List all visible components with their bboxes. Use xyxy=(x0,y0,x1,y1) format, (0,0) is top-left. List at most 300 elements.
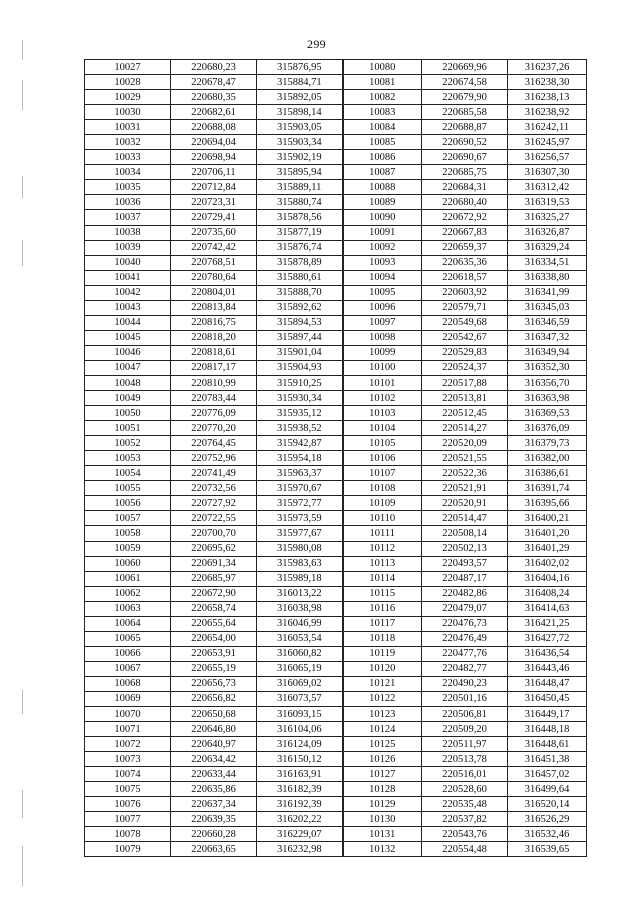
table-row xyxy=(85,270,587,285)
cell-point-number: 10068 xyxy=(85,676,171,691)
cell-y-coordinate: 316329,24 xyxy=(508,240,587,255)
cell-point-number: 10061 xyxy=(85,571,171,586)
cell-x-coordinate: 220513,78 xyxy=(422,752,508,767)
cell-x-coordinate: 220669,96 xyxy=(422,60,508,75)
cell-x-coordinate: 220482,86 xyxy=(422,586,508,601)
table-row xyxy=(85,661,587,676)
table-row xyxy=(85,797,587,812)
cell-y-coordinate: 315878,89 xyxy=(257,255,343,270)
table-row xyxy=(85,105,587,120)
cell-x-coordinate: 220646,80 xyxy=(171,722,257,737)
cell-point-number: 10078 xyxy=(85,827,171,842)
cell-x-coordinate: 220752,96 xyxy=(171,451,257,466)
cell-y-coordinate: 316238,92 xyxy=(508,105,587,120)
cell-x-coordinate: 220672,92 xyxy=(422,210,508,225)
cell-point-number: 10108 xyxy=(343,481,422,496)
cell-point-number: 10106 xyxy=(343,451,422,466)
cell-point-number: 10077 xyxy=(85,812,171,827)
cell-point-number: 10087 xyxy=(343,165,422,180)
cell-point-number: 10113 xyxy=(343,556,422,571)
cell-point-number: 10088 xyxy=(343,180,422,195)
cell-x-coordinate: 220511,97 xyxy=(422,737,508,752)
cell-y-coordinate: 316053,54 xyxy=(257,631,343,646)
cell-y-coordinate: 315892,62 xyxy=(257,300,343,315)
cell-point-number: 10043 xyxy=(85,300,171,315)
scan-edge-mark xyxy=(22,240,23,266)
cell-x-coordinate: 220684,31 xyxy=(422,180,508,195)
cell-point-number: 10039 xyxy=(85,240,171,255)
cell-point-number: 10048 xyxy=(85,375,171,390)
cell-point-number: 10103 xyxy=(343,406,422,421)
cell-x-coordinate: 220650,68 xyxy=(171,707,257,722)
table-row xyxy=(85,556,587,571)
cell-x-coordinate: 220524,37 xyxy=(422,360,508,375)
cell-point-number: 10112 xyxy=(343,541,422,556)
table-row xyxy=(85,676,587,691)
cell-point-number: 10120 xyxy=(343,661,422,676)
cell-x-coordinate: 220804,01 xyxy=(171,285,257,300)
cell-point-number: 10099 xyxy=(343,345,422,360)
cell-x-coordinate: 220813,84 xyxy=(171,300,257,315)
cell-x-coordinate: 220517,88 xyxy=(422,375,508,390)
cell-x-coordinate: 220678,47 xyxy=(171,75,257,90)
cell-y-coordinate: 316093,15 xyxy=(257,707,343,722)
cell-y-coordinate: 316408,24 xyxy=(508,586,587,601)
cell-y-coordinate: 316163,91 xyxy=(257,767,343,782)
cell-point-number: 10110 xyxy=(343,511,422,526)
cell-x-coordinate: 220493,57 xyxy=(422,556,508,571)
cell-x-coordinate: 220521,91 xyxy=(422,481,508,496)
cell-x-coordinate: 220685,97 xyxy=(171,571,257,586)
cell-y-coordinate: 315942,87 xyxy=(257,436,343,451)
cell-y-coordinate: 316325,27 xyxy=(508,210,587,225)
cell-point-number: 10083 xyxy=(343,105,422,120)
cell-x-coordinate: 220667,83 xyxy=(422,225,508,240)
cell-y-coordinate: 315954,18 xyxy=(257,451,343,466)
cell-y-coordinate: 315904,93 xyxy=(257,360,343,375)
table-row xyxy=(85,240,587,255)
cell-y-coordinate: 316319,53 xyxy=(508,195,587,210)
cell-x-coordinate: 220603,92 xyxy=(422,285,508,300)
cell-point-number: 10076 xyxy=(85,797,171,812)
cell-point-number: 10034 xyxy=(85,165,171,180)
cell-y-coordinate: 315980,08 xyxy=(257,541,343,556)
cell-x-coordinate: 220679,90 xyxy=(422,90,508,105)
cell-x-coordinate: 220543,76 xyxy=(422,827,508,842)
table-row xyxy=(85,225,587,240)
cell-x-coordinate: 220618,57 xyxy=(422,270,508,285)
cell-x-coordinate: 220508,14 xyxy=(422,526,508,541)
coordinate-table-body xyxy=(85,60,587,857)
cell-x-coordinate: 220528,60 xyxy=(422,782,508,797)
scan-edge-mark xyxy=(22,80,23,110)
cell-y-coordinate: 316457,02 xyxy=(508,767,587,782)
cell-y-coordinate: 316532,46 xyxy=(508,827,587,842)
cell-y-coordinate: 316391,74 xyxy=(508,481,587,496)
cell-y-coordinate: 316402,02 xyxy=(508,556,587,571)
cell-y-coordinate: 315876,95 xyxy=(257,60,343,75)
cell-x-coordinate: 220658,74 xyxy=(171,601,257,616)
cell-x-coordinate: 220776,09 xyxy=(171,406,257,421)
cell-x-coordinate: 220768,51 xyxy=(171,255,257,270)
cell-point-number: 10097 xyxy=(343,315,422,330)
cell-y-coordinate: 315983,63 xyxy=(257,556,343,571)
cell-x-coordinate: 220656,73 xyxy=(171,676,257,691)
coordinate-table xyxy=(84,59,587,857)
cell-y-coordinate: 315989,18 xyxy=(257,571,343,586)
cell-x-coordinate: 220514,27 xyxy=(422,421,508,436)
cell-y-coordinate: 316347,32 xyxy=(508,330,587,345)
cell-y-coordinate: 316404,16 xyxy=(508,571,587,586)
cell-x-coordinate: 220633,44 xyxy=(171,767,257,782)
cell-y-coordinate: 315970,67 xyxy=(257,481,343,496)
cell-point-number: 10046 xyxy=(85,345,171,360)
cell-point-number: 10081 xyxy=(343,75,422,90)
cell-y-coordinate: 315977,67 xyxy=(257,526,343,541)
table-row xyxy=(85,165,587,180)
cell-y-coordinate: 316346,59 xyxy=(508,315,587,330)
cell-y-coordinate: 316539,65 xyxy=(508,842,587,857)
cell-x-coordinate: 220685,58 xyxy=(422,105,508,120)
cell-y-coordinate: 316349,94 xyxy=(508,345,587,360)
cell-point-number: 10128 xyxy=(343,782,422,797)
cell-y-coordinate: 315889,11 xyxy=(257,180,343,195)
cell-point-number: 10117 xyxy=(343,616,422,631)
cell-point-number: 10130 xyxy=(343,812,422,827)
cell-y-coordinate: 316421,25 xyxy=(508,616,587,631)
cell-y-coordinate: 316242,11 xyxy=(508,120,587,135)
cell-point-number: 10111 xyxy=(343,526,422,541)
cell-x-coordinate: 220816,75 xyxy=(171,315,257,330)
cell-y-coordinate: 316104,06 xyxy=(257,722,343,737)
cell-point-number: 10044 xyxy=(85,315,171,330)
cell-y-coordinate: 315910,25 xyxy=(257,375,343,390)
cell-point-number: 10093 xyxy=(343,255,422,270)
cell-x-coordinate: 220509,20 xyxy=(422,722,508,737)
cell-point-number: 10052 xyxy=(85,436,171,451)
cell-y-coordinate: 316400,21 xyxy=(508,511,587,526)
cell-y-coordinate: 315973,59 xyxy=(257,511,343,526)
cell-y-coordinate: 316334,51 xyxy=(508,255,587,270)
cell-point-number: 10085 xyxy=(343,135,422,150)
cell-point-number: 10029 xyxy=(85,90,171,105)
cell-y-coordinate: 316451,38 xyxy=(508,752,587,767)
cell-y-coordinate: 316232,98 xyxy=(257,842,343,857)
cell-y-coordinate: 316450,45 xyxy=(508,691,587,706)
cell-x-coordinate: 220698,94 xyxy=(171,150,257,165)
cell-point-number: 10047 xyxy=(85,360,171,375)
table-row xyxy=(85,767,587,782)
cell-x-coordinate: 220659,37 xyxy=(422,240,508,255)
table-row xyxy=(85,285,587,300)
cell-point-number: 10070 xyxy=(85,707,171,722)
cell-y-coordinate: 315894,53 xyxy=(257,315,343,330)
table-row xyxy=(85,752,587,767)
cell-y-coordinate: 316448,47 xyxy=(508,676,587,691)
table-row xyxy=(85,616,587,631)
cell-y-coordinate: 315935,12 xyxy=(257,406,343,421)
cell-x-coordinate: 220735,60 xyxy=(171,225,257,240)
cell-point-number: 10119 xyxy=(343,646,422,661)
cell-y-coordinate: 316046,99 xyxy=(257,616,343,631)
cell-point-number: 10100 xyxy=(343,360,422,375)
cell-point-number: 10096 xyxy=(343,300,422,315)
cell-y-coordinate: 315902,19 xyxy=(257,150,343,165)
cell-x-coordinate: 220635,86 xyxy=(171,782,257,797)
table-row xyxy=(85,842,587,857)
cell-x-coordinate: 220742,42 xyxy=(171,240,257,255)
cell-x-coordinate: 220680,35 xyxy=(171,90,257,105)
cell-y-coordinate: 315903,05 xyxy=(257,120,343,135)
cell-point-number: 10124 xyxy=(343,722,422,737)
cell-y-coordinate: 316013,22 xyxy=(257,586,343,601)
cell-point-number: 10065 xyxy=(85,631,171,646)
page-number: 299 xyxy=(307,37,326,51)
cell-y-coordinate: 316238,30 xyxy=(508,75,587,90)
cell-point-number: 10122 xyxy=(343,691,422,706)
cell-point-number: 10131 xyxy=(343,827,422,842)
cell-x-coordinate: 220732,56 xyxy=(171,481,257,496)
table-row xyxy=(85,481,587,496)
table-row xyxy=(85,391,587,406)
cell-point-number: 10132 xyxy=(343,842,422,857)
cell-x-coordinate: 220542,67 xyxy=(422,330,508,345)
table-row xyxy=(85,707,587,722)
cell-x-coordinate: 220639,35 xyxy=(171,812,257,827)
cell-point-number: 10123 xyxy=(343,707,422,722)
cell-x-coordinate: 220476,73 xyxy=(422,616,508,631)
table-row xyxy=(85,180,587,195)
cell-point-number: 10098 xyxy=(343,330,422,345)
cell-y-coordinate: 316443,46 xyxy=(508,661,587,676)
cell-point-number: 10057 xyxy=(85,511,171,526)
cell-point-number: 10045 xyxy=(85,330,171,345)
table-row xyxy=(85,421,587,436)
cell-y-coordinate: 315878,56 xyxy=(257,210,343,225)
table-row xyxy=(85,195,587,210)
cell-x-coordinate: 220535,48 xyxy=(422,797,508,812)
cell-point-number: 10090 xyxy=(343,210,422,225)
cell-point-number: 10056 xyxy=(85,496,171,511)
cell-x-coordinate: 220660,28 xyxy=(171,827,257,842)
cell-x-coordinate: 220482,77 xyxy=(422,661,508,676)
cell-point-number: 10064 xyxy=(85,616,171,631)
cell-x-coordinate: 220653,91 xyxy=(171,646,257,661)
cell-x-coordinate: 220770,20 xyxy=(171,421,257,436)
table-row xyxy=(85,210,587,225)
cell-point-number: 10126 xyxy=(343,752,422,767)
table-row xyxy=(85,375,587,390)
cell-point-number: 10037 xyxy=(85,210,171,225)
cell-point-number: 10027 xyxy=(85,60,171,75)
cell-point-number: 10041 xyxy=(85,270,171,285)
cell-x-coordinate: 220637,34 xyxy=(171,797,257,812)
cell-y-coordinate: 316448,61 xyxy=(508,737,587,752)
cell-x-coordinate: 220512,45 xyxy=(422,406,508,421)
cell-y-coordinate: 316401,29 xyxy=(508,541,587,556)
cell-y-coordinate: 316448,18 xyxy=(508,722,587,737)
cell-point-number: 10084 xyxy=(343,120,422,135)
cell-x-coordinate: 220691,34 xyxy=(171,556,257,571)
cell-x-coordinate: 220476,49 xyxy=(422,631,508,646)
cell-y-coordinate: 316060,82 xyxy=(257,646,343,661)
cell-y-coordinate: 315877,19 xyxy=(257,225,343,240)
cell-x-coordinate: 220487,17 xyxy=(422,571,508,586)
cell-x-coordinate: 220521,55 xyxy=(422,451,508,466)
cell-y-coordinate: 315972,77 xyxy=(257,496,343,511)
cell-point-number: 10095 xyxy=(343,285,422,300)
cell-x-coordinate: 220579,71 xyxy=(422,300,508,315)
cell-point-number: 10040 xyxy=(85,255,171,270)
table-row xyxy=(85,511,587,526)
cell-x-coordinate: 220516,01 xyxy=(422,767,508,782)
cell-point-number: 10059 xyxy=(85,541,171,556)
cell-point-number: 10107 xyxy=(343,466,422,481)
table-row xyxy=(85,691,587,706)
cell-y-coordinate: 316345,03 xyxy=(508,300,587,315)
table-row xyxy=(85,75,587,90)
cell-y-coordinate: 316245,97 xyxy=(508,135,587,150)
cell-y-coordinate: 315892,05 xyxy=(257,90,343,105)
table-row xyxy=(85,601,587,616)
scan-edge-mark xyxy=(22,690,23,714)
cell-x-coordinate: 220712,84 xyxy=(171,180,257,195)
cell-x-coordinate: 220674,58 xyxy=(422,75,508,90)
cell-y-coordinate: 316386,61 xyxy=(508,466,587,481)
cell-x-coordinate: 220655,64 xyxy=(171,616,257,631)
table-row xyxy=(85,300,587,315)
cell-point-number: 10118 xyxy=(343,631,422,646)
cell-point-number: 10074 xyxy=(85,767,171,782)
cell-y-coordinate: 315876,74 xyxy=(257,240,343,255)
cell-x-coordinate: 220690,52 xyxy=(422,135,508,150)
cell-point-number: 10036 xyxy=(85,195,171,210)
table-row xyxy=(85,436,587,451)
cell-point-number: 10089 xyxy=(343,195,422,210)
cell-y-coordinate: 315901,04 xyxy=(257,345,343,360)
cell-x-coordinate: 220783,44 xyxy=(171,391,257,406)
cell-y-coordinate: 316379,73 xyxy=(508,436,587,451)
cell-point-number: 10079 xyxy=(85,842,171,857)
cell-point-number: 10054 xyxy=(85,466,171,481)
cell-point-number: 10104 xyxy=(343,421,422,436)
cell-x-coordinate: 220682,61 xyxy=(171,105,257,120)
table-row xyxy=(85,812,587,827)
table-row xyxy=(85,360,587,375)
cell-point-number: 10094 xyxy=(343,270,422,285)
cell-point-number: 10086 xyxy=(343,150,422,165)
cell-y-coordinate: 316499,64 xyxy=(508,782,587,797)
cell-point-number: 10073 xyxy=(85,752,171,767)
cell-point-number: 10091 xyxy=(343,225,422,240)
cell-point-number: 10031 xyxy=(85,120,171,135)
cell-x-coordinate: 220522,36 xyxy=(422,466,508,481)
cell-y-coordinate: 315903,34 xyxy=(257,135,343,150)
cell-y-coordinate: 316520,14 xyxy=(508,797,587,812)
cell-point-number: 10116 xyxy=(343,601,422,616)
cell-x-coordinate: 220656,82 xyxy=(171,691,257,706)
cell-x-coordinate: 220549,68 xyxy=(422,315,508,330)
cell-y-coordinate: 316376,09 xyxy=(508,421,587,436)
cell-x-coordinate: 220529,83 xyxy=(422,345,508,360)
cell-y-coordinate: 316038,98 xyxy=(257,601,343,616)
cell-point-number: 10032 xyxy=(85,135,171,150)
cell-x-coordinate: 220506,81 xyxy=(422,707,508,722)
cell-point-number: 10063 xyxy=(85,601,171,616)
cell-y-coordinate: 316401,20 xyxy=(508,526,587,541)
cell-x-coordinate: 220655,19 xyxy=(171,661,257,676)
cell-y-coordinate: 316150,12 xyxy=(257,752,343,767)
cell-y-coordinate: 316065,19 xyxy=(257,661,343,676)
cell-x-coordinate: 220723,31 xyxy=(171,195,257,210)
cell-point-number: 10129 xyxy=(343,797,422,812)
cell-x-coordinate: 220685,75 xyxy=(422,165,508,180)
table-row xyxy=(85,135,587,150)
cell-x-coordinate: 220690,67 xyxy=(422,150,508,165)
cell-point-number: 10080 xyxy=(343,60,422,75)
scan-edge-mark xyxy=(22,176,23,198)
table-row xyxy=(85,737,587,752)
table-row xyxy=(85,586,587,601)
table-row xyxy=(85,526,587,541)
scan-edge-mark xyxy=(22,790,23,818)
cell-x-coordinate: 220513,81 xyxy=(422,391,508,406)
cell-x-coordinate: 220688,08 xyxy=(171,120,257,135)
table-row xyxy=(85,466,587,481)
table-row xyxy=(85,315,587,330)
cell-y-coordinate: 316069,02 xyxy=(257,676,343,691)
cell-y-coordinate: 315880,74 xyxy=(257,195,343,210)
cell-x-coordinate: 220520,91 xyxy=(422,496,508,511)
cell-y-coordinate: 316352,30 xyxy=(508,360,587,375)
cell-y-coordinate: 316369,53 xyxy=(508,406,587,421)
cell-x-coordinate: 220764,45 xyxy=(171,436,257,451)
cell-point-number: 10121 xyxy=(343,676,422,691)
cell-x-coordinate: 220727,92 xyxy=(171,496,257,511)
cell-x-coordinate: 220501,16 xyxy=(422,691,508,706)
cell-x-coordinate: 220537,82 xyxy=(422,812,508,827)
cell-y-coordinate: 315884,71 xyxy=(257,75,343,90)
cell-x-coordinate: 220722,55 xyxy=(171,511,257,526)
cell-y-coordinate: 316182,39 xyxy=(257,782,343,797)
cell-y-coordinate: 315888,70 xyxy=(257,285,343,300)
cell-y-coordinate: 316124,09 xyxy=(257,737,343,752)
table-row xyxy=(85,90,587,105)
table-row xyxy=(85,631,587,646)
cell-point-number: 10050 xyxy=(85,406,171,421)
cell-point-number: 10038 xyxy=(85,225,171,240)
cell-x-coordinate: 220695,62 xyxy=(171,541,257,556)
cell-x-coordinate: 220706,11 xyxy=(171,165,257,180)
cell-x-coordinate: 220817,17 xyxy=(171,360,257,375)
cell-x-coordinate: 220780,64 xyxy=(171,270,257,285)
table-row xyxy=(85,60,587,75)
cell-point-number: 10072 xyxy=(85,737,171,752)
cell-x-coordinate: 220680,40 xyxy=(422,195,508,210)
cell-point-number: 10115 xyxy=(343,586,422,601)
cell-y-coordinate: 316256,57 xyxy=(508,150,587,165)
cell-x-coordinate: 220741,49 xyxy=(171,466,257,481)
table-row xyxy=(85,120,587,135)
cell-y-coordinate: 316237,26 xyxy=(508,60,587,75)
cell-point-number: 10067 xyxy=(85,661,171,676)
cell-y-coordinate: 315895,94 xyxy=(257,165,343,180)
cell-y-coordinate: 316202,22 xyxy=(257,812,343,827)
table-row xyxy=(85,496,587,511)
cell-x-coordinate: 220490,23 xyxy=(422,676,508,691)
cell-y-coordinate: 315938,52 xyxy=(257,421,343,436)
cell-point-number: 10030 xyxy=(85,105,171,120)
